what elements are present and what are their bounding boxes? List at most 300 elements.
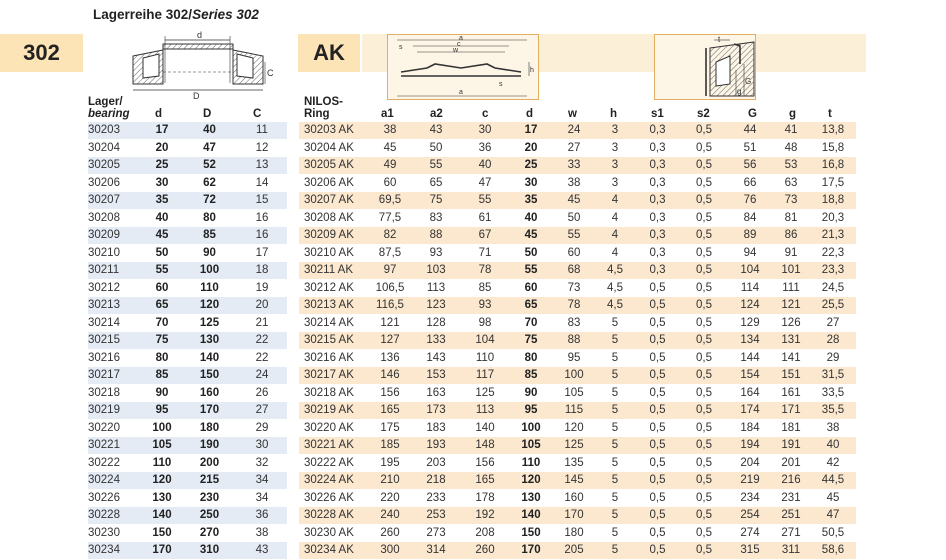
table-cell: 27 [255,404,269,416]
table-cell: 130 [521,491,541,504]
table-cell: 30205 AK [304,159,354,171]
table-row [88,384,287,402]
table-cell: 129 [740,316,760,329]
table-cell: 178 [475,491,495,504]
table-cell: 0,5 [696,351,712,364]
diagram-label-t: t [718,35,721,44]
table-cell: 62 [203,176,216,189]
table-cell: 161 [781,386,801,399]
table-cell: 0,5 [649,316,666,329]
table-cell: 110 [521,456,541,469]
table-cell: 120 [521,474,541,486]
diagram-label-h: h [530,67,534,74]
table-cell: 94 [743,246,757,259]
table-cell: 60 [155,281,169,294]
table-cell: 30224 [88,474,120,486]
table-cell: 35 [155,194,169,206]
table-row [299,542,856,560]
table-cell: 0,5 [649,351,666,364]
table-cell: 274 [740,526,760,539]
table-cell: 111 [782,281,800,294]
table-cell: 30215 AK [304,334,354,346]
table-cell: 24,5 [821,281,845,294]
table-cell: 75 [155,334,169,346]
table-cell: 35,5 [821,404,845,416]
table-cell: 50 [155,246,169,259]
table-row [299,122,856,139]
table-cell: 55 [567,229,581,241]
table-cell: 17 [155,124,169,136]
table-cell: 18 [255,264,269,276]
table-cell: 105 [152,439,172,451]
table-cell: 84 [743,211,757,224]
table-row [88,122,287,139]
table-cell: 30206 AK [304,176,354,189]
table-cell: 136 [380,351,400,364]
table-cell: 4,5 [607,264,623,276]
table-cell: 5 [611,334,619,346]
table-cell: 125 [199,316,220,329]
table-cell: 83 [567,316,581,329]
table-cell: 146 [380,369,400,381]
table-cell: 52 [203,159,216,171]
table-cell: 0,5 [696,299,712,311]
table-cell: 160 [564,491,584,504]
table-cell: 0,5 [649,439,666,451]
table-cell: 21 [255,316,269,329]
bearing-table [88,122,287,560]
table-cell: 170 [152,544,172,556]
table-row [88,227,287,245]
table-cell: 0,5 [696,246,712,259]
table-cell: 0,5 [649,421,666,434]
table-row [299,139,856,157]
table-cell: 53 [784,159,798,171]
table-cell: 0,5 [696,316,712,329]
table-row [88,542,287,560]
table-cell: 150 [199,369,220,381]
table-row [88,244,287,262]
table-row [299,489,856,507]
table-cell: 85 [478,281,492,294]
header-s2: s2 [697,108,710,120]
table-cell: 174 [740,404,760,416]
table-cell: 30218 [88,386,120,399]
table-cell: 80 [203,211,216,224]
table-cell: 5 [611,474,619,486]
table-cell: 70 [524,316,538,329]
table-cell: 91 [784,246,798,259]
header-g: g [789,108,797,120]
table-cell: 183 [426,421,446,434]
header-c: c [482,108,489,120]
table-cell: 75 [524,334,538,346]
table-cell: 3 [611,141,619,154]
table-cell: 32 [255,456,269,469]
diagram-label-s1: s [499,81,503,88]
table-cell: 43 [255,544,269,556]
table-cell: 30213 AK [304,299,354,311]
table-cell: 170 [199,404,220,416]
table-cell: 78 [567,299,581,311]
table-cell: 113 [475,404,495,416]
table-cell: 192 [475,509,495,521]
series-label: 302 [0,34,83,72]
table-cell: 156 [380,386,400,399]
table-cell: 30222 AK [304,456,354,469]
table-cell: 271 [781,526,801,539]
table-cell: 34 [255,474,269,486]
header-d-ring: d [526,108,534,120]
table-cell: 89 [743,229,757,241]
table-cell: 5 [611,491,619,504]
table-cell: 19 [255,281,269,294]
table-cell: 13,8 [821,124,845,136]
table-row [88,209,287,227]
table-cell: 65 [429,176,443,189]
table-cell: 27 [567,141,581,154]
table-cell: 0,5 [696,456,712,469]
table-cell: 125 [475,386,495,399]
table-cell: 104 [475,334,495,346]
table-cell: 5 [611,526,619,539]
table-cell: 110 [152,456,172,469]
table-row [88,279,287,297]
table-cell: 30203 [88,124,120,136]
table-cell: 82 [383,229,397,241]
table-cell: 103 [426,264,446,276]
table-cell: 254 [740,509,760,521]
table-cell: 76 [743,194,757,206]
table-cell: 260 [475,544,495,556]
table-cell: 27 [826,316,840,329]
page-title: Lagerreihe 302/Series 302 [93,7,259,22]
table-cell: 85 [203,229,216,241]
table-cell: 30208 AK [304,211,354,224]
table-cell: 30224 AK [304,474,354,486]
table-cell: 0,5 [696,229,712,241]
table-cell: 40 [524,211,538,224]
table-cell: 30 [155,176,169,189]
table-cell: 44 [743,124,757,136]
table-cell: 95 [524,404,538,416]
table-cell: 30211 AK [304,264,354,276]
table-cell: 0,5 [649,456,666,469]
table-cell: 5 [611,421,619,434]
table-cell: 42 [826,456,840,469]
table-cell: 0,5 [696,439,712,451]
diagram-label-c: c [457,41,461,48]
table-cell: 314 [426,544,446,556]
table-cell: 80 [524,351,538,364]
table-cell: 30219 AK [304,404,354,416]
table-cell: 30207 [88,194,120,206]
table-cell: 126 [781,316,801,329]
table-cell: 131 [781,334,801,346]
table-cell: 17 [255,246,269,259]
table-cell: 87,5 [378,246,402,259]
diagram-label-s2: s [399,44,403,51]
table-cell: 30 [524,176,538,189]
table-cell: 0,5 [696,509,712,521]
table-cell: 100 [199,264,220,276]
table-cell: 0,5 [649,491,666,504]
table-cell: 180 [564,526,584,539]
table-cell: 22,3 [821,246,845,259]
table-cell: 0,5 [696,369,712,381]
table-cell: 30234 [88,544,120,556]
table-cell: 83 [429,211,443,224]
table-cell: 150 [152,526,172,539]
table-row [88,192,287,210]
table-cell: 231 [781,491,801,504]
table-cell: 97 [383,264,397,276]
table-cell: 117 [475,369,495,381]
table-cell: 120 [199,299,220,311]
table-cell: 106,5 [375,281,405,294]
table-cell: 230 [199,491,220,504]
table-cell: 30203 AK [304,124,354,136]
table-row [299,192,856,210]
table-row [88,472,287,490]
table-cell: 38 [567,176,581,189]
table-cell: 50 [524,246,538,259]
table-cell: 65 [155,299,169,311]
table-cell: 30228 [88,509,120,521]
table-row [299,332,856,350]
table-cell: 60 [383,176,397,189]
table-cell: 203 [426,456,446,469]
table-cell: 0,5 [696,404,712,416]
table-cell: 55 [524,264,538,276]
table-cell: 80 [155,351,169,364]
table-cell: 114 [740,281,760,294]
table-cell: 30214 AK [304,316,354,329]
table-row [299,454,856,472]
table-cell: 273 [426,526,446,539]
header-C: C [253,108,262,120]
table-cell: 5 [611,509,619,521]
table-cell: 165 [380,404,400,416]
diagram-label-C: C [267,68,274,78]
table-cell: 5 [611,404,619,416]
table-cell: 5 [611,351,619,364]
seal-detail-diagram [654,34,756,100]
table-row [299,297,856,315]
table-cell: 156 [475,456,495,469]
table-cell: 24 [567,124,581,136]
table-cell: 250 [199,509,220,521]
table-row [299,437,856,455]
table-cell: 71 [478,246,492,259]
diagram-label-d: d [197,30,203,40]
table-cell: 0,3 [649,211,666,224]
table-cell: 184 [740,421,760,434]
table-row [299,507,856,525]
table-cell: 4 [611,229,619,241]
table-cell: 113 [426,281,446,294]
table-cell: 163 [426,386,446,399]
table-cell: 0,5 [696,491,712,504]
table-cell: 3 [611,176,619,189]
table-cell: 0,5 [696,124,712,136]
table-row [299,524,856,542]
table-cell: 0,5 [649,544,666,556]
table-cell: 234 [740,491,760,504]
table-cell: 50,5 [821,526,845,539]
table-cell: 30222 [88,456,120,469]
table-cell: 40 [478,159,492,171]
table-cell: 95 [155,404,169,416]
table-cell: 0,5 [696,386,712,399]
table-cell: 30228 AK [304,509,354,521]
table-cell: 205 [564,544,584,556]
table-cell: 41 [784,124,798,136]
table-cell: 128 [426,316,446,329]
header-a2: a2 [430,108,443,120]
table-cell: 0,5 [696,159,712,171]
table-cell: 77,5 [378,211,402,224]
table-cell: 93 [478,299,492,311]
diagram-label-a1: a [459,89,463,96]
table-row [299,244,856,262]
table-cell: 13 [255,159,269,171]
table-cell: 173 [426,404,446,416]
table-cell: 98 [478,316,492,329]
table-cell: 36 [255,509,269,521]
series-subtitle: Series 302 [192,7,259,22]
table-cell: 233 [426,491,446,504]
table-cell: 33 [567,159,581,171]
table-cell: 0,5 [696,334,712,346]
table-cell: 65 [524,299,538,311]
table-cell: 30216 AK [304,351,354,364]
table-cell: 5 [611,544,619,556]
table-cell: 0,5 [649,299,666,311]
table-cell: 33,5 [821,386,845,399]
table-cell: 38 [826,421,840,434]
table-cell: 240 [380,509,400,521]
table-cell: 73 [567,281,581,294]
table-cell: 25,5 [821,299,845,311]
table-cell: 151 [781,369,801,381]
table-cell: 30226 [88,491,120,504]
table-cell: 121 [781,299,801,311]
table-cell: 30214 [88,316,120,329]
table-cell: 66 [743,176,757,189]
nilos-ring-table [299,122,856,560]
table-cell: 44,5 [821,474,845,486]
table-cell: 30226 AK [304,491,354,504]
table-cell: 35 [524,194,538,206]
table-row [88,349,287,367]
table-cell: 30207 AK [304,194,354,206]
table-cell: 20 [155,141,169,154]
table-cell: 140 [152,509,172,521]
table-cell: 154 [740,369,760,381]
table-row [299,279,856,297]
table-cell: 48 [784,141,798,154]
table-cell: 0,5 [696,281,712,294]
table-cell: 0,5 [649,509,666,521]
table-cell: 34 [255,491,269,504]
table-cell: 40 [203,124,216,136]
table-cell: 100 [521,421,541,434]
table-cell: 0,5 [649,404,666,416]
table-row [299,157,856,175]
table-cell: 22 [255,334,269,346]
table-cell: 121 [380,316,400,329]
table-row [88,332,287,350]
table-cell: 4 [611,194,619,206]
table-row [88,367,287,385]
table-cell: 0,3 [649,176,666,189]
table-row [299,384,856,402]
table-row [88,157,287,175]
table-cell: 56 [743,159,757,171]
header-D: D [203,108,212,120]
table-cell: 26 [255,386,269,399]
table-cell: 30208 [88,211,120,224]
table-cell: 4 [611,246,619,259]
table-cell: 216 [781,474,801,486]
table-cell: 25 [524,159,538,171]
table-cell: 210 [380,474,400,486]
table-cell: 170 [521,544,541,556]
table-cell: 165 [475,474,495,486]
table-row [88,507,287,525]
table-row [88,437,287,455]
table-cell: 253 [426,509,446,521]
table-cell: 185 [380,439,400,451]
table-cell: 160 [199,386,220,399]
table-cell: 75 [429,194,443,206]
table-cell: 15,8 [821,141,845,154]
table-cell: 140 [521,509,541,521]
table-cell: 110 [475,351,495,364]
table-cell: 0,5 [649,369,666,381]
diagram-label-g: g [737,87,742,96]
table-cell: 204 [740,456,760,469]
table-row [88,454,287,472]
table-cell: 30204 AK [304,141,354,154]
table-cell: 55 [429,159,443,171]
table-cell: 20 [255,299,269,311]
table-cell: 219 [740,474,760,486]
table-cell: 18,8 [821,194,845,206]
table-cell: 30210 AK [304,246,354,259]
table-cell: 16 [255,229,269,241]
table-cell: 300 [380,544,400,556]
table-cell: 30 [255,439,269,451]
table-cell: 61 [478,211,492,224]
header-d: d [155,108,163,120]
table-cell: 270 [199,526,220,539]
table-cell: 3 [611,159,619,171]
table-cell: 0,3 [649,159,666,171]
table-cell: 69,5 [378,194,402,206]
table-cell: 31,5 [821,369,845,381]
table-cell: 116,5 [376,299,404,311]
table-cell: 0,5 [696,141,712,154]
table-cell: 145 [564,474,584,486]
table-cell: 130 [199,334,220,346]
table-cell: 0,3 [649,229,666,241]
table-cell: 23,3 [821,264,845,276]
table-cell: 201 [781,456,801,469]
table-cell: 30221 AK [304,439,354,451]
table-cell: 171 [781,404,801,416]
